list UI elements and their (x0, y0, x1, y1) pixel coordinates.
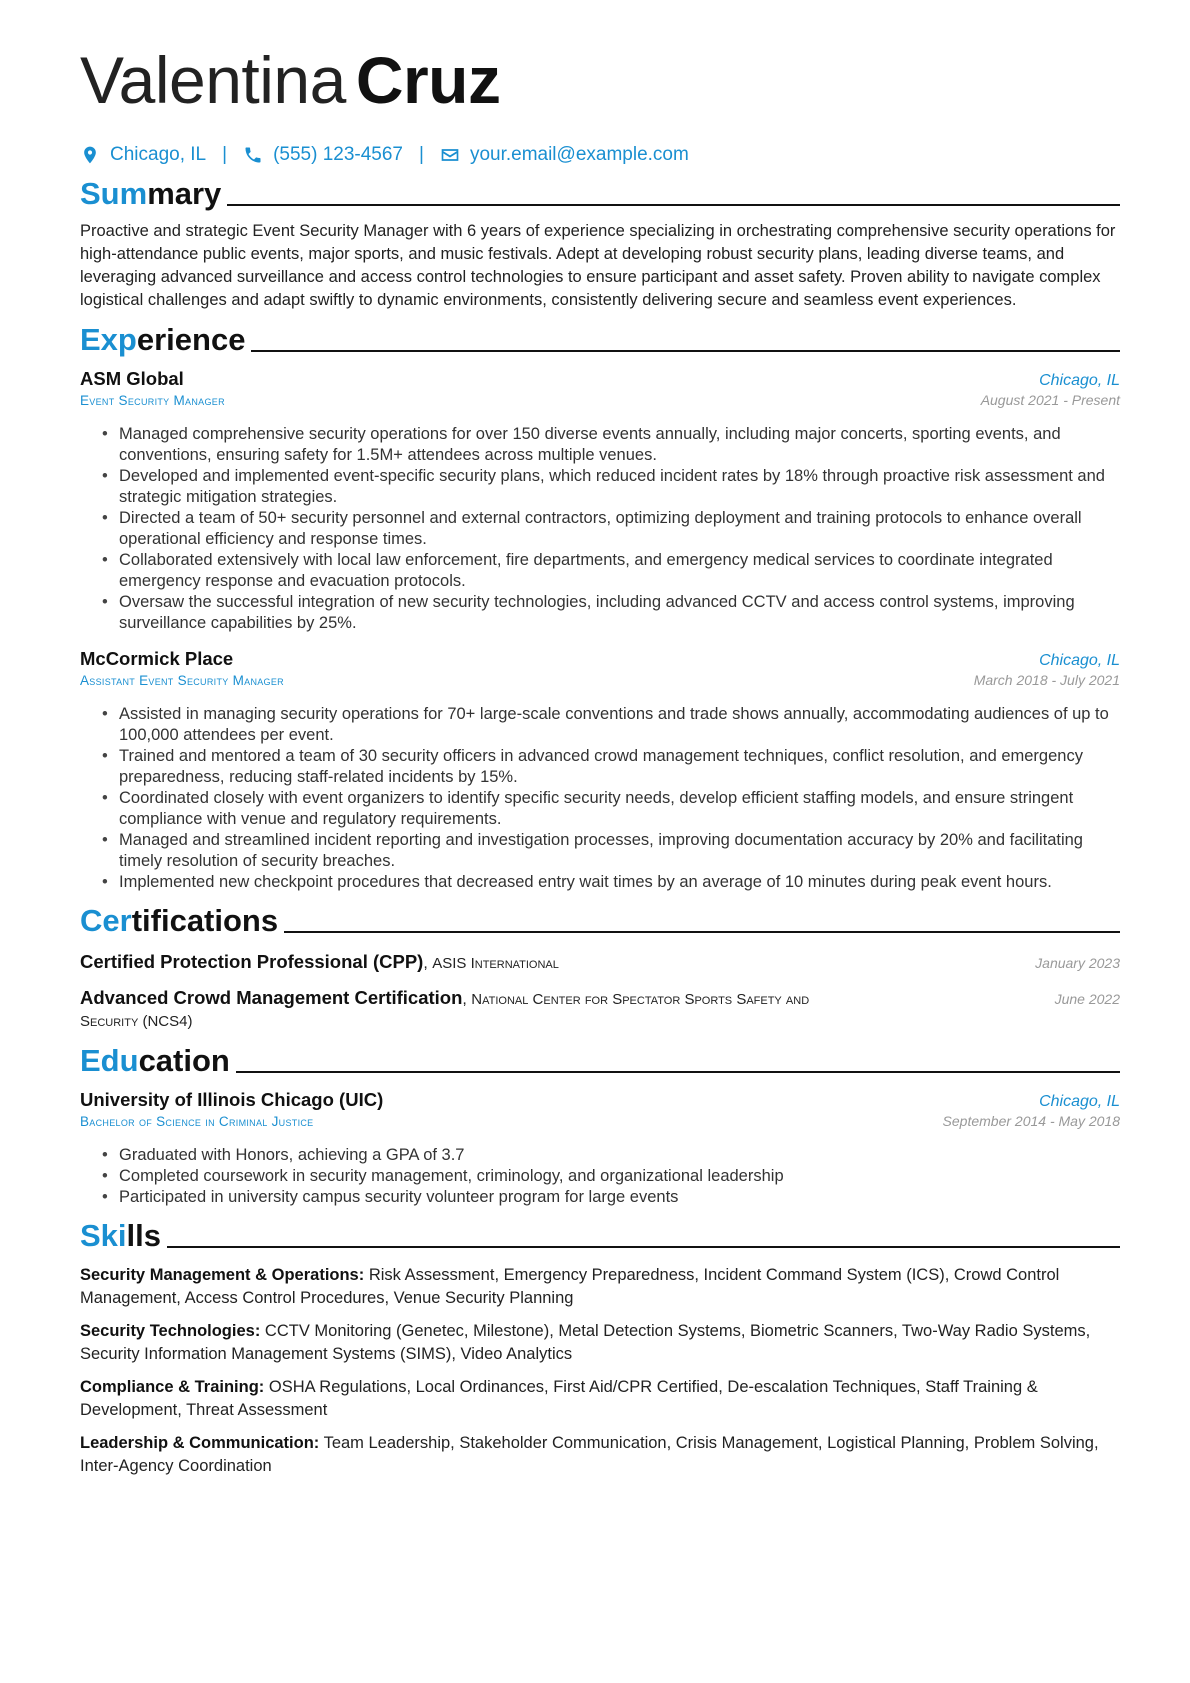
list-item: • Collaborated extensively with local law enforcement, fire departments, and emergency medical services to coordinate integrated emergency response and evacuation protocols. (102, 550, 1120, 592)
list-item: • Assisted in managing security operations for 70+ large-scale conventions and trade shows annually, accommodating audiences of up to 100,000 attendees per event. (102, 704, 1120, 746)
heading-accent: Cer (80, 903, 132, 938)
contact-separator: | (419, 144, 424, 165)
job-title: Assistant Event Security Manager (80, 673, 284, 688)
heading-rule (227, 204, 1120, 206)
heading-accent: Exp (80, 322, 137, 357)
cert-title: Advanced Crowd Management Certification (80, 987, 463, 1008)
list-item: • Graduated with Honors, achieving a GPA of 3.7 (102, 1145, 1120, 1166)
skill-group (80, 1432, 1120, 1478)
job-dates: March 2018 - July 2021 (973, 672, 1120, 688)
location-text: Chicago, IL (110, 144, 207, 165)
school-name: University of Illinois Chicago (UIC) (80, 1089, 384, 1110)
certifications-heading (80, 899, 1120, 939)
education-section (80, 1039, 1120, 1208)
skill-list: Team Leadership, Stakeholder Communication, Crisis Management, Logistical Planning, Problem Solving, Inter-Agency Coordination (80, 1434, 1099, 1475)
cert-title: Certified Protection Professional (CPP) (80, 951, 424, 972)
list-item: • Developed and implemented event-specific security plans, which reduced incident rates by 18% through proactive risk assessment and strategic mitigation strategies. (102, 466, 1120, 508)
heading-accent: Sum (80, 176, 148, 211)
job-location: Chicago, IL (1039, 372, 1120, 389)
job-entry (80, 648, 1120, 893)
cert-issuer: National Center for Spectator Sports Safety and Security (NCS4) (80, 991, 810, 1030)
list-item: • Managed and streamlined incident reporting and investigation processes, improving documentation accuracy by 20% and facilitating timely resolution of security breaches. (102, 830, 1120, 872)
job-dates: August 2021 - Present (980, 392, 1120, 408)
education-bullets (80, 1145, 1120, 1208)
list-item: • Coordinated closely with event organizers to identify specific security needs, develop efficient staffing models, and ensure stringent compliance with venue and regulatory requirements. (102, 788, 1120, 830)
degree: Bachelor of Science in Criminal Justice (80, 1114, 314, 1129)
contact-location (80, 144, 206, 166)
skill-label: Compliance & Training: (80, 1378, 265, 1396)
cert-issuer: ASIS International (432, 955, 559, 972)
heading-rule (251, 350, 1120, 352)
heading-rest: cation (138, 1043, 230, 1078)
contact-separator: | (222, 144, 228, 165)
list-item: • Participated in university campus security volunteer program for large events (102, 1187, 1120, 1208)
skill-label: Leadership & Communication: (80, 1434, 320, 1452)
email-link[interactable]: your.email@example.com (469, 144, 689, 165)
certification-item: Advanced Crowd Management Certification, National Center for Spectator Sports Safety and Security (NCS4) June 2022 (80, 987, 1120, 1030)
job-entry (80, 368, 1120, 634)
experience-heading (80, 318, 1120, 358)
contact-bar (80, 144, 1120, 166)
skills-section (80, 1214, 1120, 1478)
heading-rule (284, 931, 1120, 933)
education-heading (80, 1039, 1120, 1079)
list-item: • Trained and mentored a team of 30 security officers in advanced crowd management techniques, conflict resolution, and emergency preparedness, reducing staff-related incidents by 15%. (102, 746, 1120, 788)
certification-item: Certified Protection Professional (CPP), ASIS International January 2023 (80, 951, 1120, 972)
school-location: Chicago, IL (1039, 1093, 1120, 1110)
certifications-section (80, 899, 1120, 1033)
job-bullets (80, 704, 1120, 893)
list-item: • Directed a team of 50+ security personnel and external contractors, optimizing deployment and training protocols to enhance overall operational efficiency and response times. (102, 508, 1120, 550)
list-item: • Managed comprehensive security operations for over 150 diverse events annually, including major concerts, sporting events, and conventions, ensuring safety for 1.5M+ attendees across multiple venues. (102, 424, 1120, 466)
skill-label: Security Management & Operations: (80, 1266, 365, 1284)
summary-text: Proactive and strategic Event Security Manager with 6 years of experience specializing in orchestrating comprehensive security operations for high-attendance public events, major sports, and music festivals. Adept at developing robust security plans, leading diverse teams, and leveraging advanced surveillance and access control technologies to ensure participant and asset safety. Proven ability to navigate complex logistical challenges and adapt swiftly to dynamic environments, consistently delivering secure and seamless event experiences. (80, 222, 1116, 309)
skill-list: Risk Assessment, Emergency Preparedness, Incident Command System (ICS), Crowd Control Management, Access Control Procedures, Venue Security Planning (80, 1266, 1060, 1307)
experience-section (80, 318, 1120, 893)
heading-rule (236, 1071, 1120, 1073)
skill-list: OSHA Regulations, Local Ordinances, First Aid/CPR Certified, De-escalation Techniques, Staff Training & Development, Threat Assessment (80, 1378, 1038, 1419)
envelope-icon (440, 145, 460, 165)
skill-label: Security Technologies: (80, 1322, 261, 1340)
cert-date: January 2023 (1035, 955, 1120, 971)
last-name: Cruz (355, 43, 501, 117)
heading-rest: mary (147, 176, 222, 211)
job-bullets (80, 424, 1120, 634)
summary-heading (80, 172, 1120, 212)
education-entry (80, 1089, 1120, 1208)
job-employer: ASM Global (80, 368, 184, 389)
heading-rest: lls (126, 1218, 161, 1253)
skill-group (80, 1320, 1120, 1366)
first-name: Valentina (80, 43, 346, 117)
heading-rest: erience (136, 322, 246, 357)
job-title: Event Security Manager (80, 393, 225, 408)
phone-text: (555) 123-4567 (273, 144, 403, 165)
contact-email[interactable] (440, 144, 689, 166)
heading-accent: Edu (80, 1043, 139, 1078)
summary-section (80, 172, 1120, 312)
heading-accent: Ski (80, 1218, 127, 1253)
education-dates: September 2014 - May 2018 (942, 1113, 1120, 1129)
list-item: • Implemented new checkpoint procedures that decreased entry wait times by an average of 10 minutes during peak event hours. (102, 872, 1120, 893)
list-item: • Oversaw the successful integration of new security technologies, including advanced CCTV and access control systems, improving surveillance capabilities by 25%. (102, 592, 1120, 634)
list-item: • Completed coursework in security management, criminology, and organizational leadership (102, 1166, 1120, 1187)
skills-heading (80, 1214, 1120, 1254)
heading-rest: tifications (131, 903, 279, 938)
skill-group (80, 1376, 1120, 1422)
map-pin-icon (80, 145, 100, 165)
cert-date: June 2022 (1054, 991, 1120, 1007)
job-employer: McCormick Place (80, 648, 234, 669)
skill-list: CCTV Monitoring (Genetec, Milestone), Metal Detection Systems, Biometric Scanners, Two-Way Radio Systems, Security Information Management Systems (SIMS), Video Analytics (80, 1322, 1091, 1363)
phone-icon (243, 145, 263, 165)
candidate-name (80, 40, 1120, 120)
skill-group (80, 1264, 1120, 1310)
heading-rule (167, 1246, 1120, 1248)
contact-phone[interactable] (243, 144, 403, 166)
job-location: Chicago, IL (1039, 652, 1120, 669)
